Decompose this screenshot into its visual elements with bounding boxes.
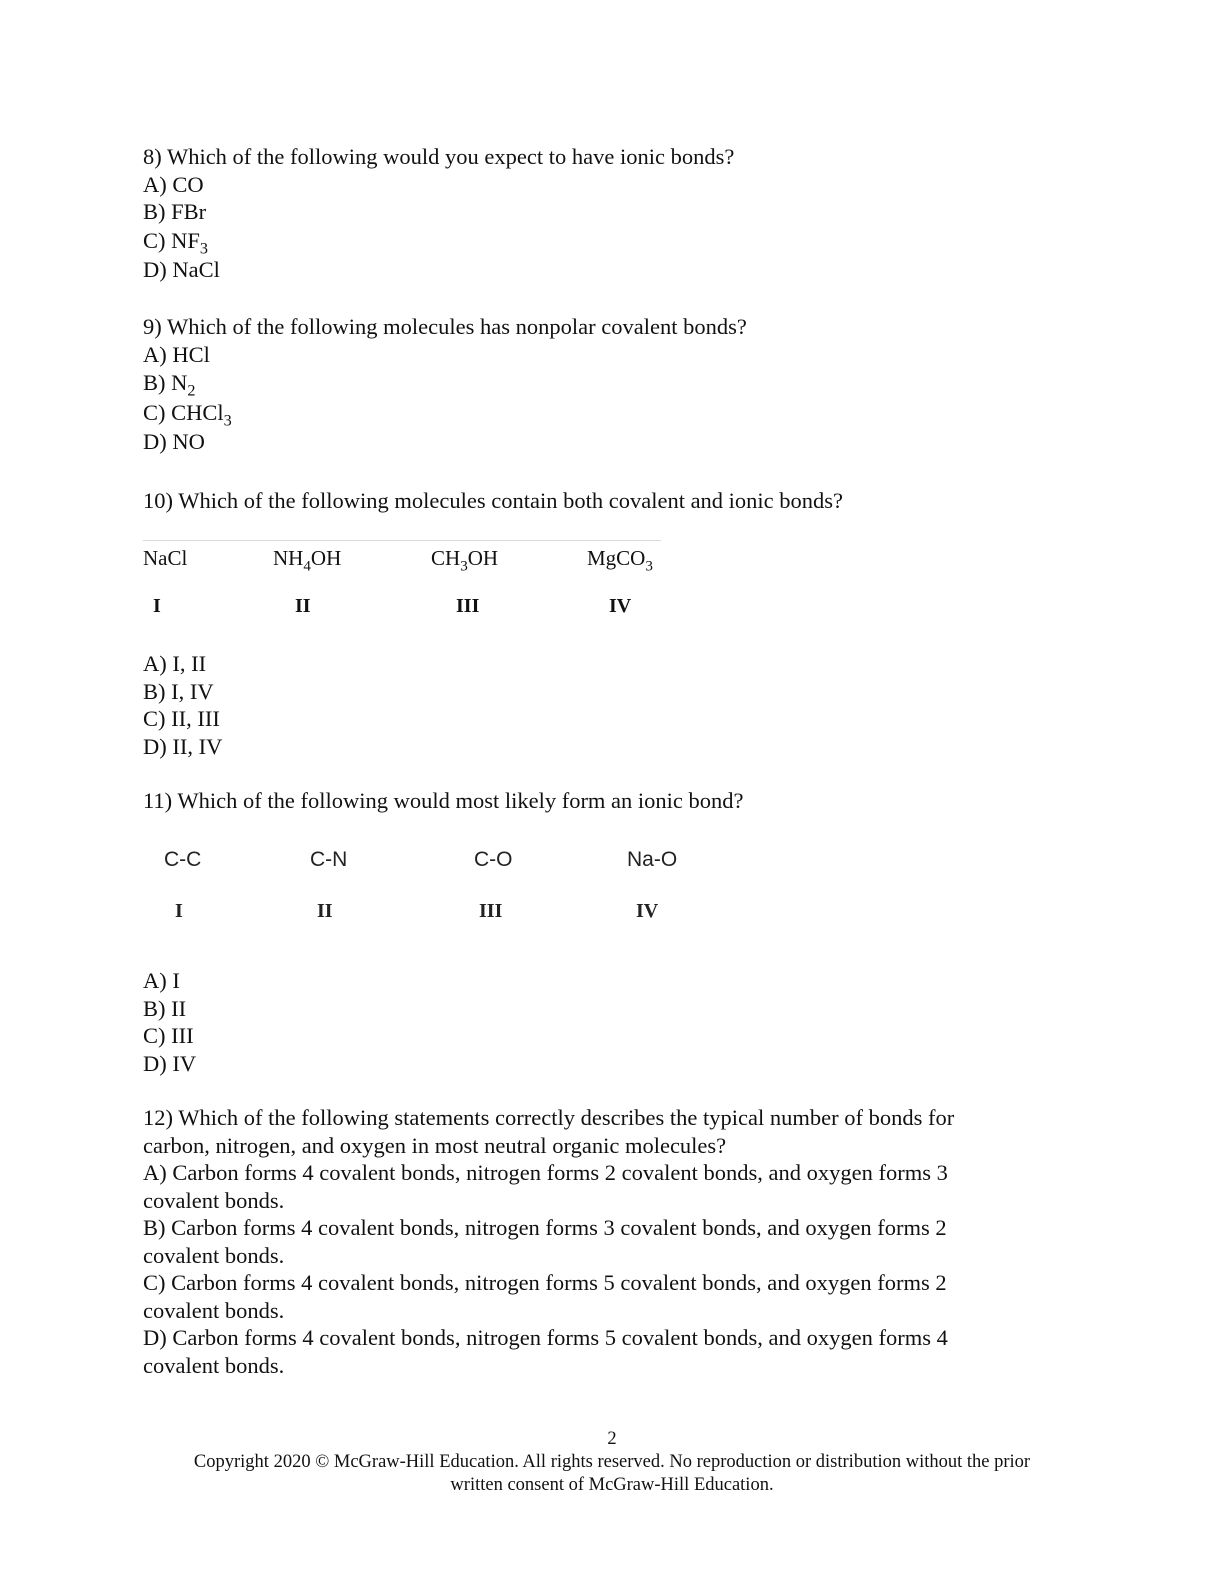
compound-4-text: MgCO [587, 546, 646, 570]
bond-numeral-cell-2: II [317, 900, 333, 922]
question-8-stem: 8) Which of the following would you expect to have ionic bonds? [143, 144, 735, 169]
question-9-option-c [143, 398, 1023, 428]
question-11-option-a: A) I [143, 968, 180, 993]
compound-cell-3 [431, 546, 499, 575]
question-10-option-d: D) II, IV [143, 733, 223, 759]
bond-numeral-cell-1: I [175, 900, 183, 922]
question-11-table [143, 846, 703, 936]
compound-3-text: CH [431, 546, 461, 570]
question-9-option-b-subscript: 2 [187, 381, 196, 400]
question-11-stem: 11) Which of the following would most likely form an ionic bond? [143, 788, 744, 813]
compound-1-text: NaCl [143, 546, 188, 570]
question-10-stem: 10) Which of the following molecules contain both covalent and ionic bonds? [143, 488, 844, 513]
question-10-options [143, 650, 1023, 760]
compound-4-subscript: 3 [645, 558, 653, 575]
bond-cell-4: Na-O [627, 848, 678, 871]
question-11 [143, 787, 1023, 815]
question-10-option-c: C) II, III [143, 706, 220, 731]
question-12-option-c: C) Carbon forms 4 covalent bonds, nitrogen forms 5 covalent bonds, and oxygen forms 2 covalent bonds. [143, 1270, 947, 1323]
compound-cell-2 [273, 546, 342, 575]
question-8 [143, 143, 1023, 283]
question-9-option-c-subscript: 3 [223, 411, 232, 430]
question-8-option-c [143, 226, 1023, 256]
question-12-option-b: B) Carbon forms 4 covalent bonds, nitrogen forms 3 covalent bonds, and oxygen forms 2 covalent bonds. [143, 1215, 947, 1268]
question-10-option-b: B) I, IV [143, 678, 214, 704]
copyright-line-2: written consent of McGraw-Hill Education. [450, 1475, 774, 1495]
question-9-option-b [143, 368, 1023, 398]
bond-numeral-cell-4: IV [636, 900, 659, 922]
question-11-option-d: D) IV [143, 1050, 197, 1076]
page-footer [0, 1428, 1224, 1497]
question-12-option-d: D) Carbon forms 4 covalent bonds, nitrogen forms 5 covalent bonds, and oxygen forms 4 covalent bonds. [143, 1325, 948, 1378]
compound-cell-4 [587, 546, 653, 575]
question-10-option-a: A) I, II [143, 651, 207, 676]
question-9 [143, 313, 1023, 456]
compound-2-text: NH [273, 546, 304, 570]
question-10 [143, 487, 1023, 515]
question-8-option-c-text: C) NF [143, 227, 200, 253]
compound-2-tail: OH [310, 546, 342, 570]
copyright-line-1: Copyright 2020 © McGraw-Hill Education. All rights reserved. No reproduction or distribution without the prior [193, 1452, 1031, 1472]
bond-cell-2: C-N [310, 848, 348, 871]
compound-2-subscript: 4 [303, 558, 311, 575]
question-9-option-d: D) NO [143, 429, 205, 454]
question-9-option-a: A) HCl [143, 341, 210, 367]
numeral-cell-4: IV [609, 595, 632, 617]
question-10-table [143, 540, 663, 630]
question-9-option-b-text: B) N [143, 370, 188, 395]
question-8-option-c-subscript: 3 [199, 239, 208, 258]
question-9-option-c-text: C) CHCl [143, 400, 224, 425]
question-11-option-b: B) II [143, 995, 187, 1021]
question-9-stem: 9) Which of the following molecules has nonpolar covalent bonds? [143, 314, 747, 339]
question-8-option-a: A) CO [143, 171, 204, 197]
question-8-option-d: D) NaCl [143, 256, 220, 282]
numeral-cell-3: III [456, 595, 480, 617]
bond-cell-1: C-C [164, 848, 202, 871]
question-11-options [143, 967, 1023, 1077]
compound-3-tail: OH [467, 546, 499, 570]
compound-cell-1 [143, 546, 187, 571]
numeral-cell-2: II [295, 595, 311, 617]
table-top-rule [143, 540, 661, 541]
question-12-option-a: A) Carbon forms 4 covalent bonds, nitrogen forms 2 covalent bonds, and oxygen forms 3 covalent bonds. [143, 1160, 948, 1213]
bond-cell-3: C-O [474, 848, 513, 871]
compound-3-subscript: 3 [460, 558, 468, 575]
question-8-option-b: B) FBr [143, 199, 207, 224]
question-12-stem: 12) Which of the following statements correctly describes the typical number of bonds for carbon, nitrogen, and oxygen in most neutral organic molecules? [143, 1105, 955, 1158]
page-number: 2 [607, 1429, 617, 1449]
bond-numeral-cell-3: III [479, 900, 503, 922]
question-12 [143, 1104, 1013, 1379]
numeral-cell-1: I [153, 595, 161, 617]
question-11-option-c: C) III [143, 1023, 194, 1048]
